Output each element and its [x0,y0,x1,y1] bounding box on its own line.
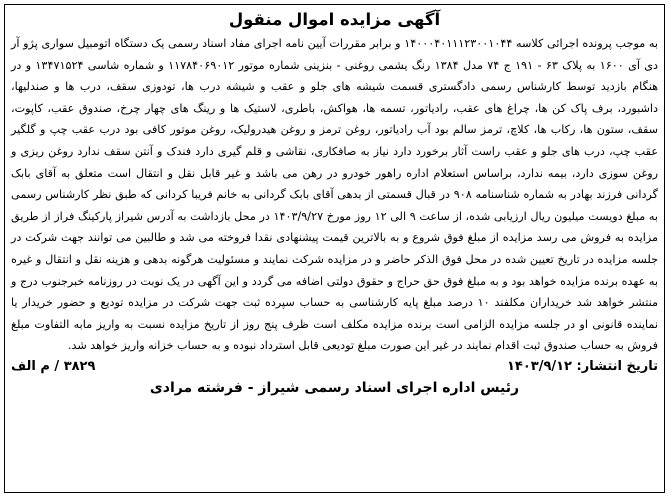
publish-date: تاریخ انتشار: ۱۴۰۳/۹/۱۲ [506,358,658,374]
reference-number: ۳۸۲۹ / م الف [11,358,96,374]
notice-body: به موجب پرونده اجرائی کلاسه ۱۴۰۰۰۴۰۱۱۱۲۳۰۰۱۰۴۴ و برابر مقررات آیین نامه اجرای مفاد اسناد رسمی یک دستگاه اتومبیل سواری پژو آر دی آی ۱۶۰۰ به پلاک ۶۳ - ۱۹۱ ج ۷۴ مدل ۱۳۸۴ رنگ یشمی روغنی - بنزینی شماره موتور ۱۱۷۸۴۰۶۹۰۱۲ و شماره شاسی ۱۳۴۷۱۵۲۴ و در هنگام بازدید توسط کارشناس رسمی دادگستری قسمت شیشه های جلو و عقب و شیشه درب ها، تودوزی سقف، درب ها و صندلیها، داشبورد، برف پاک کن ها، چراغ های عقب، رادیاتور، تسمه ها، هواکش، باطری، لاستیک ها و رینگ های چهار چرخ، صندوق عقب، کاپوت، سقف، ستون ها، رکاب ها، کلاچ، ترمز سالم بود آب رادیاتور، روغن ترمز و روغن هیدرولیک، روغن موتور کافی بود درب عقب چپ و گلگیر عقب چپ، درب های جلو و عقب راست آثار برخورد دارد نیاز به صافکاری، نقاشی و قلم گیری دارد فندک و آنتن سقف ندارد روغن ریزی و روغن سوزی دارد، بیمه ندارد، براساس استعلام اداره راهور خودرو در رهن می باشد و غیر قابل نقل و انتقال است متعلق به آقای بابک گردانی فرزند بهادر به شماره شناسنامه ۹۰۸ در قبال قسمتی از بدهی آقای بابک گردانی به خانم فریبا کردانی که طبق نظر کارشناس رسمی به مبلغ دویست میلیون ریال ارزیابی شده، از ساعت ۹ الی ۱۲ روز مورخ ۱۴۰۳/۹/۲۷ در محل بازداشت به آدرس شیراز پارکینگ فراز از طریق مزایده به فروش می رسد مزایده از مبلغ فوق شروع و به بالاترین قیمت پیشنهادی نقدا فروخته می شد و طالبین می توانند جهت شرکت در جلسه مزایده در تاریخ تعیین شده در محل فوق الذکر حاضر و در مزایده شرکت نمایند و مسئولیت هرگونه بدهی و هزینه نقل و انتقال و غیره به عهده برنده مزایده خواهد بود و به مبلغ فوق حق حراج و حقوق دولتی اضافه می گردد و این آگهی در یک نوبت در روزنامه خبرجنوب درج و منتشر خواهد شد خریداران مکلفند ۱۰ درصد مبلغ پایه کارشناسی به حساب سپرده ثبت جهت شرکت در مزایده تودیع و حضور خریدار یا نماینده قانونی او در جلسه مزایده الزامی است برنده مزایده مکلف است ظرف پنج روز از تاریخ مزایده نسبت به واریز مابه التفاوت مبلغ فروش به حساب صندوق ثبت اقدام نمایند در غیر این صورت مبلغ تودیعی قابل استرداد نبوده و به حساب خزانه واریز خواهد شد. [11,37,659,353]
notice-title: آگهی مزایده اموال منقول [228,10,441,29]
auction-notice [4,4,665,493]
publish-info-row [11,357,658,377]
signature-line: رئیس اداره اجرای اسناد رسمی شیراز - فرشته مرادی [149,379,520,396]
